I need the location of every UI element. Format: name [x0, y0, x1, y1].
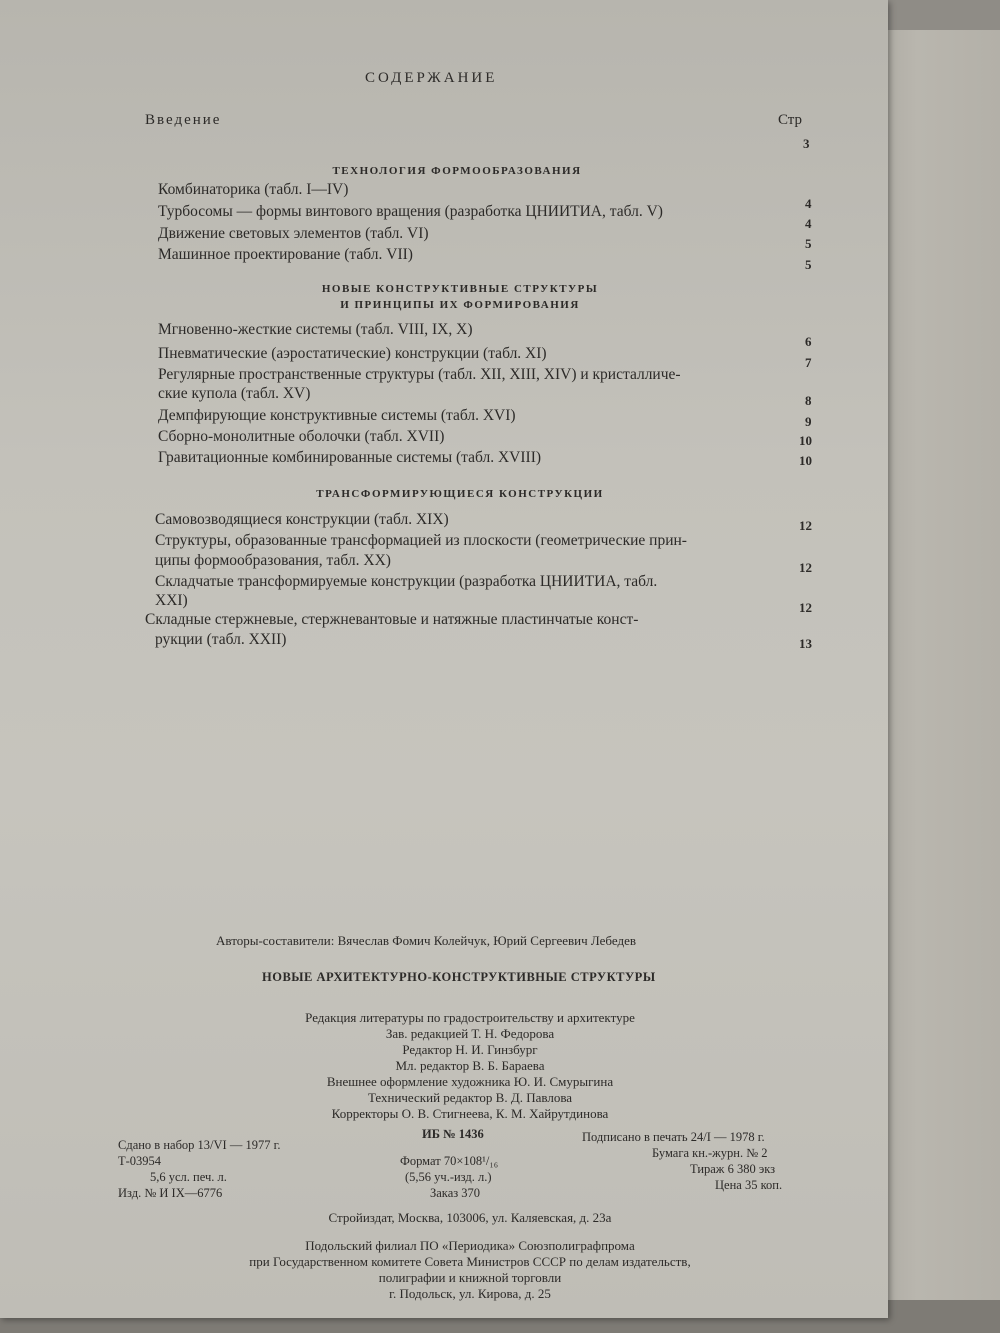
toc-entry-page: 9	[805, 414, 812, 429]
imprint-left-line: Сдано в набор 13/VI — 1977 г.	[118, 1138, 281, 1152]
toc-intro-page: 3	[803, 136, 810, 151]
toc-entry: рукции (табл. XXII)	[155, 631, 287, 648]
toc-intro-label: Введение	[145, 112, 222, 128]
imprint-left-line: Т-03954	[118, 1154, 162, 1168]
imprint-staff-line: Технический редактор В. Д. Павлова	[367, 1090, 573, 1105]
toc-entry-page: 12	[799, 560, 812, 575]
imprint-right-line: Тираж 6 380 экз	[690, 1162, 776, 1176]
toc-entry: ципы формообразования, табл. XX)	[155, 552, 391, 569]
page-column-label: Стр	[778, 112, 803, 128]
toc-entry: Турбосомы — формы винтового вращения (разработка ЦНИИТИА, табл. V)	[158, 203, 663, 220]
imprint-printer-line: полиграфии и книжной торговли	[378, 1270, 562, 1285]
toc-entry: Мгновенно-жесткие системы (табл. VIII, IX, X)	[158, 321, 473, 338]
imprint-book-title: НОВЫЕ АРХИТЕКТУРНО-КОНСТРУКТИВНЫЕ СТРУКТУРЫ	[262, 970, 656, 984]
toc-entry: Складные стержневые, стержневантовые и натяжные пластинчатые конст-	[145, 611, 639, 628]
section-heading: НОВЫЕ КОНСТРУКТИВНЫЕ СТРУКТУРЫ	[321, 283, 599, 295]
toc-entry-page: 4	[805, 196, 812, 211]
toc-entry: ские купола (табл. XV)	[158, 385, 311, 402]
toc-entry-page: 12	[799, 518, 812, 533]
toc-entry: Самовозводящиеся конструкции (табл. XIX)	[155, 511, 449, 528]
imprint-center-line: Формат 70×108¹/₁₆	[400, 1154, 499, 1168]
toc-entry-page: 7	[805, 355, 812, 370]
imprint-printer-line: г. Подольск, ул. Кирова, д. 25	[389, 1286, 551, 1301]
toc-entry-page: 4	[805, 216, 812, 231]
toc-entry-page: 5	[805, 236, 812, 251]
imprint-publisher: Стройиздат, Москва, 103006, ул. Каляевская, д. 23а	[328, 1210, 612, 1225]
toc-entry-page: 10	[799, 433, 812, 448]
toc-entry-page: 6	[805, 334, 812, 349]
imprint-staff-line: Редактор Н. И. Гинзбург	[402, 1042, 538, 1057]
imprint-printer-line: Подольский филиал ПО «Периодика» Союзполиграфпрома	[305, 1238, 635, 1253]
toc-entry-page: 13	[799, 636, 812, 651]
toc-entry: Пневматические (аэростатические) конструкции (табл. XI)	[158, 345, 547, 362]
toc-entry: Регулярные пространственные структуры (табл. XII, XIII, XIV) и кристалличе-	[158, 366, 681, 383]
toc-entry-page: 8	[805, 393, 812, 408]
imprint-authors: Авторы-составители: Вячеслав Фомич Колейчук, Юрий Сергеевич Лебедев	[216, 933, 636, 948]
toc-entry-page: 12	[799, 600, 812, 615]
imprint-staff-line: Внешнее оформление художника Ю. И. Смурыгина	[326, 1074, 614, 1089]
toc-entry: Машинное проектирование (табл. VII)	[158, 246, 413, 263]
toc-entry: Структуры, образованные трансформацией из плоскости (геометрические прин-	[155, 532, 687, 549]
imprint-printer-line: при Государственном комитете Совета Министров СССР по делам издательств,	[249, 1254, 691, 1269]
section-heading: ТРАНСФОРМИРУЮЩИЕСЯ КОНСТРУКЦИИ	[316, 488, 604, 500]
imprint-right-line: Подписано в печать 24/I — 1978 г.	[582, 1130, 765, 1144]
imprint-left-line: Изд. № И IX—6776	[118, 1186, 223, 1200]
imprint-staff-line: Корректоры О. В. Стигнеева, К. М. Хайрутдинова	[331, 1106, 609, 1121]
imprint-left-line: 5,6 усл. печ. л.	[150, 1170, 227, 1184]
toc-entry: Гравитационные комбинированные системы (табл. XVIII)	[158, 449, 542, 466]
section-heading: ТЕХНОЛОГИЯ ФОРМООБРАЗОВАНИЯ	[332, 165, 582, 177]
toc-entry-page: 10	[799, 453, 812, 468]
section-heading: И ПРИНЦИПЫ ИХ ФОРМИРОВАНИЯ	[340, 299, 580, 311]
toc-entry: XXI)	[155, 592, 188, 609]
imprint-right-line: Бумага кн.-журн. № 2	[652, 1146, 768, 1160]
toc-title: СОДЕРЖАНИЕ	[365, 70, 498, 86]
imprint-center-line: (5,56 уч.-изд. л.)	[405, 1170, 492, 1184]
toc-entry: Движение световых элементов (табл. VI)	[158, 225, 429, 242]
toc-entry: Демпфирующие конструктивные системы (табл. XVI)	[158, 407, 516, 424]
imprint-ib-number: ИБ № 1436	[422, 1127, 484, 1141]
imprint-staff-line: Редакция литературы по градостроительству и архитектуре	[305, 1010, 635, 1025]
imprint-staff-line: Мл. редактор В. Б. Бараева	[395, 1058, 545, 1073]
toc-entry: Комбинаторика (табл. I—IV)	[158, 181, 349, 198]
toc-entry: Складчатые трансформируемые конструкции (разработка ЦНИИТИА, табл.	[155, 573, 658, 590]
imprint-center-line: Заказ 370	[430, 1186, 481, 1200]
toc-entry-page: 5	[805, 257, 812, 272]
imprint-staff-line: Зав. редакцией Т. Н. Федорова	[385, 1026, 555, 1041]
toc-entry: Сборно-монолитные оболочки (табл. XVII)	[158, 428, 445, 445]
imprint-right-line: Цена 35 коп.	[715, 1178, 783, 1192]
